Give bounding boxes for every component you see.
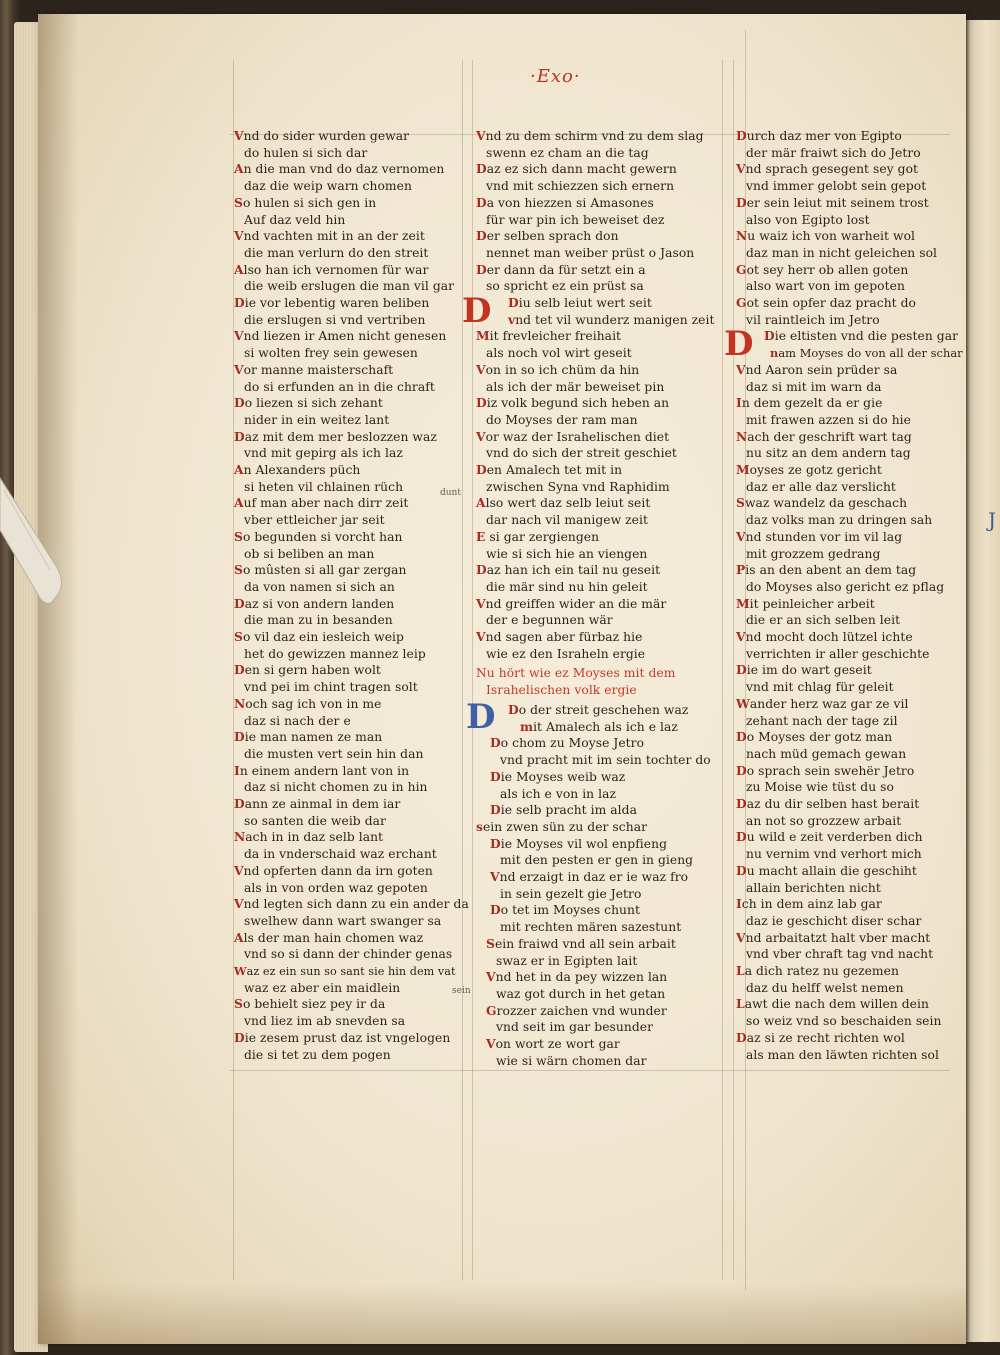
verse-line: Diz volk begund sich heben an [476, 395, 670, 411]
verse-line: Da von hiezzen si Amasones [476, 194, 654, 210]
verse-line: vnd so si dann der chinder genas [244, 947, 453, 962]
verse-line: Die zesem prust daz ist vngelogen [234, 1029, 451, 1045]
red-capital: G [736, 295, 747, 310]
red-capital: V [736, 929, 746, 945]
verse-line: Die im do wart geseit [736, 662, 872, 678]
verse-line: so santen die weib dar [244, 813, 386, 828]
verse-line: si heten vil chlainen rüch [244, 479, 404, 494]
verse-line: swenn ez cham an die tag [486, 145, 649, 160]
verse-line: Vnd greiffen wider an die mär [476, 595, 667, 611]
verse-line: Der dann da für setzt ein a [476, 261, 646, 277]
verse-line: daz man in nicht geleichen sol [746, 245, 938, 260]
red-capital: N [234, 829, 246, 845]
red-capital: D [476, 395, 487, 411]
verse-line: die man zu in besanden [244, 613, 393, 628]
red-capital: D [490, 735, 501, 751]
red-capital: D [736, 662, 747, 678]
red-capital: V [486, 969, 496, 985]
verse-line: An die man vnd do daz vernomen [234, 161, 445, 177]
verse-line: Waz ez ein sun so sant sie hin dem vat [234, 964, 456, 978]
verse-line: Nach in in daz selb lant [234, 829, 384, 845]
verse-line: vnd do sich der streit geschiet [486, 446, 677, 461]
verse-line: vnd mit chlag für geleit [746, 680, 894, 695]
verse-line: der e begunnen wär [486, 613, 613, 628]
red-capital: V [490, 869, 500, 884]
verse-line: daz er alle daz verslicht [746, 479, 896, 494]
verse-line: So begunden si vorcht han [234, 528, 403, 544]
verse-line: Vor manne maisterschaft [234, 361, 394, 377]
verse-line: Du macht allain die geschiht [736, 862, 917, 878]
verse-line: Daz ez sich dann macht gewern [476, 161, 677, 177]
verse-line: An Alexanders püch [234, 462, 361, 477]
verse-line: in sein gezelt gie Jetro [500, 886, 642, 901]
verse-line: die si tet zu dem pogen [244, 1047, 391, 1062]
verse-line: so spricht ez ein prüst sa [486, 279, 644, 294]
facing-page-initial: J [988, 508, 997, 532]
red-capital: L [736, 963, 745, 978]
verse-line: Auf man aber nach dirr zeit [234, 495, 409, 511]
red-capital: V [736, 161, 746, 177]
red-capital: D [736, 1029, 747, 1045]
verse-line: Vnd vachten mit in an der zeit [234, 228, 425, 244]
red-capital: V [234, 128, 244, 143]
verse-line: so weiz vnd so beschaiden sein [746, 1014, 942, 1029]
ruling-line [472, 60, 473, 1280]
verse-line: Vnd arbaitatzt halt vber macht [736, 929, 931, 945]
verse-line: vnd liez im ab snevden sa [244, 1014, 406, 1029]
margin-note: dunt [440, 488, 461, 498]
red-capital: D [234, 428, 245, 444]
red-capital: V [234, 361, 244, 377]
verse-line: waz ez aber ein maidlein [244, 980, 401, 995]
red-capital: N [736, 428, 748, 444]
verse-line: vil raintleich im Jetro [746, 312, 880, 327]
verse-line: Do chom zu Moyse Jetro [490, 735, 645, 751]
red-capital: V [736, 361, 746, 377]
verse-line: mit grozzem gedrang [746, 546, 881, 561]
red-capital: N [234, 695, 246, 711]
verse-line: Vnd legten sich dann zu ein ander da [234, 896, 469, 912]
verse-line: Du wild e zeit verderben dich [736, 829, 923, 845]
verse-line: mit den pesten er gen in gieng [500, 853, 694, 868]
verse-line: Von in so ich chüm da hin [476, 361, 640, 377]
verse-line: het do gewizzen mannez leip [244, 646, 426, 661]
verse-line: Do sprach sein swehër Jetro [736, 762, 915, 778]
verse-line: Mit peinleicher arbeit [736, 595, 875, 611]
verse-line: nam Moyses do von all der schar [770, 346, 963, 361]
verse-line: Sein fraiwd vnd all sein arbait [486, 935, 676, 951]
verse-line: Lawt die nach dem willen dein [736, 996, 929, 1012]
verse-line: nach müd gemach gewan [746, 746, 907, 761]
red-capital: D [476, 161, 487, 177]
verse-line: do si erfunden an in die chraft [244, 379, 435, 394]
verse-line: So vil daz ein iesleich weip [234, 629, 404, 644]
red-capital: D [736, 194, 747, 210]
red-capital: D [508, 702, 519, 717]
verse-line: wie si wärn chomen dar [496, 1053, 647, 1068]
verse-line: daz si mit im warn da [746, 379, 882, 394]
red-capital: D [234, 729, 245, 745]
verse-line: vnd vber chraft tag vnd nacht [746, 947, 934, 962]
red-capital: M [736, 462, 750, 477]
bookmark-ribbon [0, 470, 70, 620]
verse-line: Do der streit geschehen waz [508, 702, 689, 717]
verse-line: vnd seit im gar besunder [496, 1020, 654, 1035]
red-capital: v [508, 311, 516, 327]
verse-line: So hulen si sich gen in [234, 194, 377, 210]
verse-line: an not so grozzew arbait [746, 813, 902, 828]
ruling-line [733, 60, 734, 1280]
red-capital: E [476, 528, 486, 544]
verse-line: die er an sich selben leit [746, 613, 901, 628]
verse-line: Durch daz mer von Egipto [736, 128, 902, 143]
verse-line: sein zwen sün zu der schar [476, 818, 648, 834]
red-capital: G [486, 1002, 497, 1018]
verse-line: vber ettleicher jar seit [244, 513, 385, 528]
red-capital: W [736, 695, 750, 711]
verse-line: als ich der mär beweiset pin [486, 379, 665, 394]
verse-line: So behielt siez pey ir da [234, 996, 386, 1012]
verse-line: vnd tet vil wunderz manigen zeit [508, 311, 715, 327]
red-capital: W [234, 964, 247, 978]
verse-line: Die Moyses weib waz [490, 768, 626, 784]
red-capital: N [736, 228, 748, 244]
red-capital: D [476, 261, 487, 277]
red-capital: A [234, 161, 244, 177]
red-capital: M [476, 328, 490, 344]
red-capital: D [736, 862, 747, 878]
verse-line: daz volks man zu dringen sah [746, 513, 933, 528]
verse-line: wie ez den Israheln ergie [486, 646, 646, 661]
red-capital: D [490, 902, 501, 918]
verse-line: vnd immer gelobt sein gepot [746, 179, 927, 194]
verse-line: Noch sag ich von in me [234, 695, 382, 711]
verse-line: swaz er in Egipten lait [496, 953, 638, 968]
red-capital: I [736, 395, 742, 411]
red-capital: S [486, 935, 495, 951]
verse-line: Do Moyses der gotz man [736, 729, 893, 745]
verse-line: do Moyses der ram man [486, 412, 638, 427]
verse-line: nu sitz an dem andern tag [746, 446, 911, 461]
red-capital: D [736, 762, 747, 778]
verse-line: Daz si von andern landen [234, 595, 395, 611]
red-capital: A [234, 261, 244, 277]
red-capital: S [234, 562, 243, 578]
verse-line: swelhew dann wart swanger sa [244, 913, 442, 928]
verse-line: E si gar zergiengen [476, 528, 600, 544]
blue-initial-d: D [466, 697, 496, 737]
red-capital: V [736, 629, 746, 644]
verse-line: Die vor lebentig waren beliben [234, 295, 430, 310]
red-capital: D [476, 228, 487, 244]
verse-line: Der sein leiut mit seinem trost [736, 194, 929, 210]
red-initial-d: D [462, 291, 492, 331]
verse-line: mit frawen azzen si do hie [746, 412, 911, 427]
red-capital: D [736, 796, 747, 811]
verse-line: Vnd mocht doch lützel ichte [736, 629, 913, 644]
verse-line: Vnd opferten dann da irn goten [234, 862, 433, 878]
red-capital: V [476, 595, 486, 611]
verse-line: Vnd do sider wurden gewar [234, 128, 410, 143]
verse-line: allain berichten nicht [746, 880, 881, 895]
verse-line: Daz han ich ein tail nu geseit [476, 562, 661, 578]
verse-line: do hulen si sich dar [244, 145, 368, 160]
verse-line: als in von orden waz gepoten [244, 880, 428, 895]
verse-line: Pis an den abent an dem tag [736, 562, 917, 578]
red-capital: V [234, 328, 244, 344]
red-capital: D [476, 562, 487, 578]
verse-line: Auf daz veld hin [244, 212, 346, 227]
running-title: ·Exo· [530, 66, 581, 87]
verse-line: Grozzer zaichen vnd wunder [486, 1002, 667, 1018]
red-capital: V [234, 228, 244, 244]
verse-line: Die selb pracht im alda [490, 802, 637, 818]
red-capital: V [234, 862, 244, 878]
verse-line: daz si nach der e [244, 713, 351, 728]
verse-line: zwischen Syna vnd Raphidim [486, 479, 670, 494]
red-capital: A [234, 495, 244, 511]
verse-line: als ich e von in laz [500, 786, 617, 801]
verse-line: Vnd Aaron sein prüder sa [736, 361, 898, 377]
verse-line: daz ie geschicht diser schar [746, 913, 922, 928]
red-capital: A [234, 929, 244, 945]
verse-line: vnd mit schiezzen sich ernern [486, 179, 675, 194]
verse-line: Vnd liezen ir Amen nicht genesen [234, 328, 447, 344]
red-capital: n [770, 346, 779, 361]
red-capital: S [234, 528, 243, 544]
verse-line: Wander herz waz gar ze vil [736, 695, 909, 711]
verse-line: Vnd stunden vor im vil lag [736, 528, 903, 544]
verse-line: Vnd sagen aber fürbaz hie [476, 629, 643, 644]
verse-line: Die Moyses vil wol enpfieng [490, 835, 667, 851]
verse-line: Also wert daz selb leiut seit [476, 495, 651, 511]
verse-line: der mär fraiwt sich do Jetro [746, 145, 921, 160]
verse-line: als man den läwten richten sol [746, 1047, 939, 1062]
verse-line: Ich in dem ainz lab gar [736, 896, 882, 912]
verse-line: Daz si ze recht richten wol [736, 1029, 905, 1045]
verse-line: Den Amalech tet mit in [476, 462, 623, 477]
red-capital: D [736, 729, 747, 745]
red-capital: S [234, 629, 243, 644]
verse-line: Got sey herr ob allen goten [736, 261, 909, 277]
verse-line: Vnd erzaigt in daz er ie waz fro [490, 869, 689, 884]
verse-line: zu Moise wie tüst du so [746, 780, 894, 795]
red-capital: D [234, 1029, 245, 1045]
verse-line: als noch vol wirt geseit [486, 346, 632, 361]
verse-line: waz got durch in het getan [496, 986, 666, 1001]
verse-line: In einem andern lant von in [234, 762, 410, 778]
verse-line: da in vnderschaid waz erchant [244, 847, 437, 862]
verse-line: si wolten frey sein gewesen [244, 346, 418, 361]
verse-line: vnd pei im chint tragen solt [244, 680, 418, 695]
rubric-heading: Israhelischen volk ergie [486, 682, 637, 697]
red-capital: m [520, 718, 534, 734]
verse-line: daz du helff welst nemen [746, 980, 904, 995]
verse-line: die erslugen si vnd vertriben [244, 312, 426, 327]
red-capital: I [736, 896, 742, 912]
verse-line: dar nach vil manigew zeit [486, 513, 648, 528]
red-capital: S [234, 194, 243, 210]
verse-line: Also han ich vernomen für war [234, 261, 429, 277]
red-capital: V [486, 1036, 496, 1051]
red-capital: A [234, 462, 244, 477]
verse-line: Dann ze ainmal in dem iar [234, 796, 401, 811]
verse-line: Daz mit dem mer beslozzen waz [234, 428, 437, 444]
red-capital: V [476, 361, 486, 377]
verse-line: Diu selb leiut wert seit [508, 295, 652, 310]
red-capital: D [736, 829, 747, 845]
verse-line: nennet man weiber prüst o Jason [486, 245, 695, 260]
verse-line: In dem gezelt da er gie [736, 395, 883, 411]
red-capital: V [234, 896, 244, 912]
red-capital: D [736, 128, 747, 143]
verse-line: nider in ein weitez lant [244, 412, 390, 427]
verse-line: Vnd zu dem schirm vnd zu dem slag [476, 128, 704, 143]
verse-line: Von wort ze wort gar [486, 1036, 620, 1051]
verse-line: da von namen si sich an [244, 579, 395, 594]
red-capital: D [764, 328, 775, 344]
red-capital: L [736, 996, 745, 1012]
ruling-line [230, 1070, 950, 1071]
verse-line: Vor waz der Israhelischen diet [476, 428, 670, 444]
red-capital: A [476, 495, 486, 511]
ruling-line [722, 60, 723, 1280]
verse-line: La dich ratez nu gezemen [736, 963, 899, 978]
verse-line: Die man namen ze man [234, 729, 383, 745]
red-capital: D [476, 194, 487, 210]
red-capital: D [508, 295, 519, 310]
red-capital: I [234, 762, 240, 778]
red-capital: D [234, 595, 245, 611]
verse-line: Mit frevleicher freihait [476, 328, 622, 344]
verse-line: Nach der geschrift wart tag [736, 428, 912, 444]
red-capital: D [234, 395, 245, 411]
verse-line: wie si sich hie an viengen [486, 546, 648, 561]
verse-line: Do tet im Moyses chunt [490, 902, 640, 918]
verse-line: Der selben sprach don [476, 228, 619, 244]
margin-note: sein [452, 986, 471, 996]
verse-line: für war pin ich beweiset dez [486, 212, 665, 227]
verse-line: mit rechten mären sazestunt [500, 920, 682, 935]
verse-line: vnd mit gepirg als ich laz [244, 446, 403, 461]
verse-line: do Moyses also gericht ez pflag [746, 579, 945, 594]
verse-line: die man verlurn do den streit [244, 245, 429, 260]
verse-line: nu vernim vnd verhort mich [746, 847, 922, 862]
verse-line: mit Amalech als ich e laz [520, 718, 678, 734]
verse-line: Daz du dir selben hast berait [736, 796, 920, 811]
red-capital: D [234, 796, 245, 811]
ruling-line [462, 60, 463, 1280]
verse-line: ob si beliben an man [244, 546, 375, 561]
verse-line: also wart von im gepoten [746, 279, 905, 294]
verse-line: Die eltisten vnd die pesten gar [764, 328, 959, 344]
verse-line: die weib erslugen die man vil gar [244, 279, 455, 294]
verse-line: verrichten ir aller geschichte [746, 646, 930, 661]
verse-line: Moyses ze gotz gericht [736, 462, 882, 477]
red-capital: P [736, 562, 746, 578]
red-capital: S [234, 996, 243, 1012]
red-capital: V [476, 629, 486, 644]
red-capital: V [476, 428, 486, 444]
red-capital: D [234, 295, 245, 310]
verse-line: die musten vert sein hin dan [244, 746, 424, 761]
verse-line: Vnd sprach gesegent sey got [736, 161, 919, 177]
facing-page-edge [966, 20, 1000, 1342]
verse-line: Nu waiz ich von warheit wol [736, 228, 916, 244]
verse-line: die mär sind nu hin geleit [486, 579, 648, 594]
red-capital: D [490, 802, 501, 818]
verse-line: vnd pracht mit im sein tochter do [500, 753, 711, 768]
verse-line: Als der man hain chomen waz [234, 929, 424, 945]
red-capital: s [476, 818, 483, 834]
red-initial-d: D [724, 324, 754, 364]
red-capital: V [736, 528, 746, 544]
red-capital: V [476, 128, 486, 143]
verse-line: daz si nicht chomen zu in hin [244, 780, 428, 795]
red-capital: S [736, 495, 745, 511]
verse-line: Vnd het in da pey wizzen lan [486, 969, 668, 985]
verse-line: So mûsten si all gar zergan [234, 562, 407, 578]
red-capital: D [476, 462, 487, 477]
verse-line: daz die weip warn chomen [244, 179, 412, 194]
red-capital: D [234, 662, 245, 678]
verse-line: zehant nach der tage zil [746, 713, 898, 728]
verse-line: Den si gern haben wolt [234, 662, 381, 678]
verse-line: Do liezen si sich zehant [234, 395, 383, 411]
verse-line: Swaz wandelz da geschach [736, 495, 908, 511]
red-capital: G [736, 261, 747, 277]
red-capital: M [736, 595, 750, 611]
red-capital: D [490, 768, 501, 784]
rubric-heading: Nu hört wie ez Moyses mit dem [476, 666, 676, 680]
red-capital: D [490, 835, 501, 851]
verse-line: Got sein opfer daz pracht do [736, 295, 917, 310]
verse-line: also von Egipto lost [746, 212, 870, 227]
